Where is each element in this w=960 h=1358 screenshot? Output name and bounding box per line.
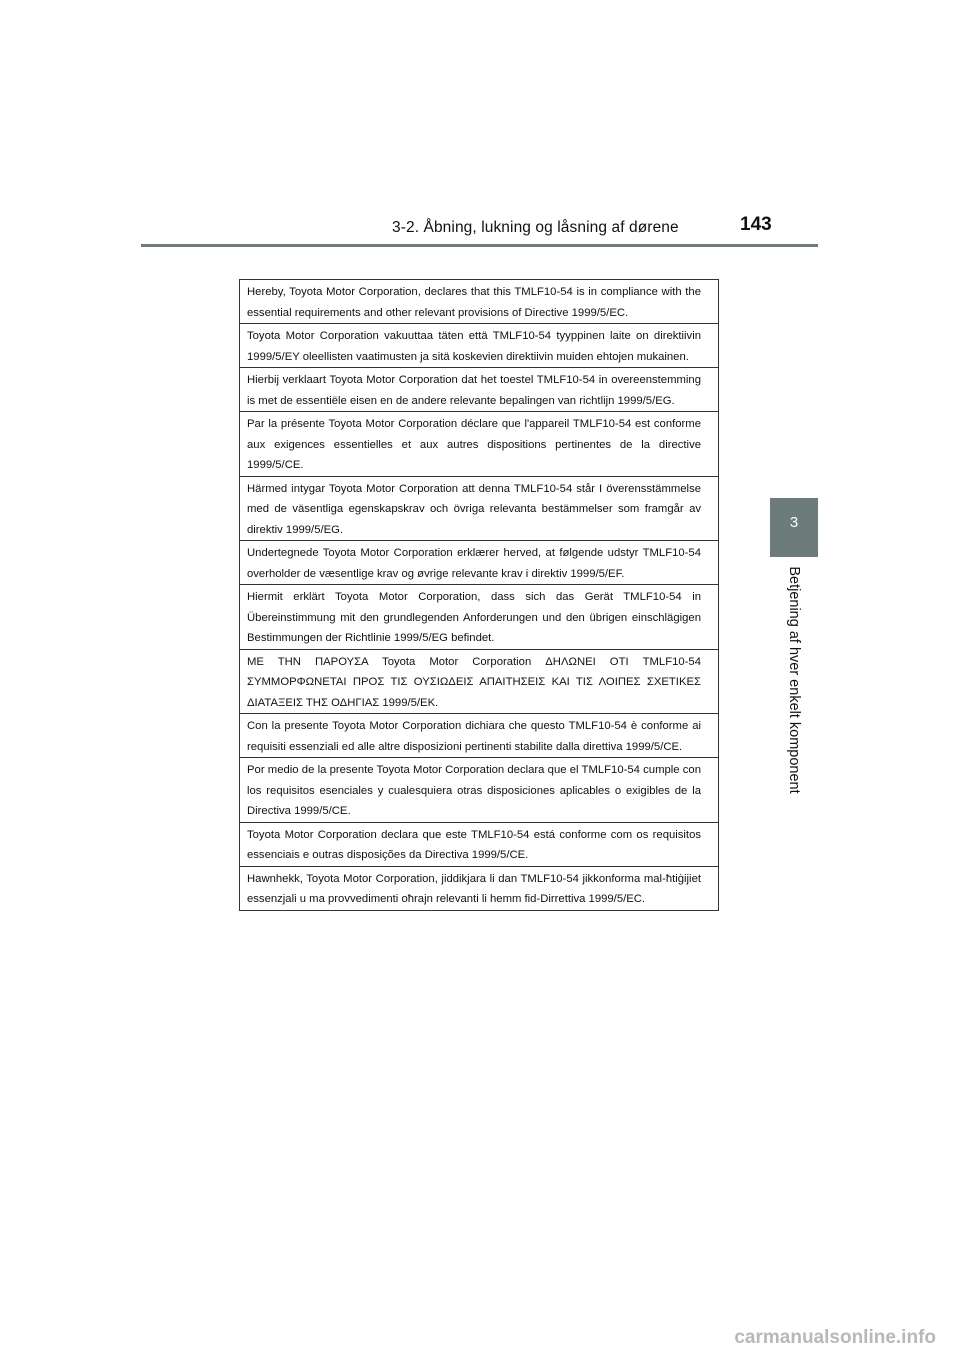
declaration-danish: Undertegnede Toyota Motor Corporation erklærer herved, at følgende udstyr TMLF10-54 overholder de væsentlige krav og øvrige relevante krav i direktiv 1999/5/EF. <box>240 540 718 584</box>
declaration-maltese: Hawnhekk, Toyota Motor Corporation, jiddikjara li dan TMLF10-54 jikkonforma mal-ħtiġijiet essenzjali u ma provvedimenti oħrajn relevanti li hemm fid-Dirrettiva 1999/5/EC. <box>240 866 718 910</box>
declaration-english: Hereby, Toyota Motor Corporation, declares that this TMLF10-54 is in compliance with the essential requirements and other relevant provisions of Directive 1999/5/EC. <box>247 286 701 319</box>
header-rule <box>141 244 818 247</box>
declarations-table <box>239 279 719 911</box>
declaration-italian: Con la presente Toyota Motor Corporation dichiara che questo TMLF10-54 è conforme ai requisiti essenziali ed alle altre disposizioni pertinenti stabilite dalla direttiva 1999/5/CE. <box>240 713 718 757</box>
declaration-finnish: Toyota Motor Corporation vakuuttaa täten että TMLF10-54 tyyppinen laite on direktiivin 1999/5/EY oleellisten vaatimusten ja sitä koskevien direktiivin muiden ehtojen mukainen. <box>240 323 718 367</box>
declaration-french: Par la présente Toyota Motor Corporation déclare que l'appareil TMLF10-54 est conforme aux exigences essentielles et aux autres dispositions pertinentes de la directive 1999/5/CE. <box>240 411 718 476</box>
declaration-german: Hiermit erklärt Toyota Motor Corporation, dass sich das Gerät TMLF10-54 in Übereinstimmung mit den grundlegenden Anforderungen und den übrigen einschlägigen Bestimmungen der Richtlinie 1999/5/EG befindet. <box>240 584 718 649</box>
watermark: carmanualsonline.info <box>734 1327 936 1348</box>
page-number: 143 <box>740 214 772 235</box>
declaration-dutch: Hierbij verklaart Toyota Motor Corporation dat het toestel TMLF10-54 in overeenstemming is met de essentiële eisen en de andere relevante bepalingen van richtlijn 1999/5/EG. <box>240 367 718 411</box>
chapter-label: Betjening af hver enkelt komponent <box>786 566 802 794</box>
declaration-greek: ΜΕ ΤΗΝ ΠΑΡΟΥΣΑ Toyota Motor Corporation ΔΗΛΩΝΕΙ ΟΤΙ TMLF10-54 ΣΥΜΜΟΡΦΩΝΕΤΑΙ ΠΡΟΣ ΤΙΣ ΟΥΣΙΩΔΕΙΣ ΑΠΑΙΤΗΣΕΙΣ ΚΑΙ ΤΙΣ ΛΟΙΠΕΣ ΣΧΕΤΙΚΕΣ ΔΙΑΤΑΞΕΙΣ ΤΗΣ ΟΔΗΓΙΑΣ 1999/5/ΕΚ. <box>240 649 718 714</box>
chapter-number: 3 <box>789 514 799 531</box>
section-title: 3-2. Åbning, lukning og låsning af dørene <box>392 219 679 236</box>
declaration-portuguese: Toyota Motor Corporation declara que este TMLF10-54 está conforme com os requisitos essenciais e outras disposições da Directiva 1999/5/CE. <box>240 822 718 866</box>
declaration-swedish: Härmed intygar Toyota Motor Corporation att denna TMLF10-54 står I överensstämmelse med de väsentliga egenskapskrav och övriga relevanta bestämmelser som framgår av direktiv 1999/5/EG. <box>240 476 718 541</box>
declaration-spanish: Por medio de la presente Toyota Motor Corporation declara que el TMLF10-54 cumple con los requisitos esenciales y cualesquiera otras disposiciones aplicables o exigibles de la Directiva 1999/5/CE. <box>240 757 718 822</box>
